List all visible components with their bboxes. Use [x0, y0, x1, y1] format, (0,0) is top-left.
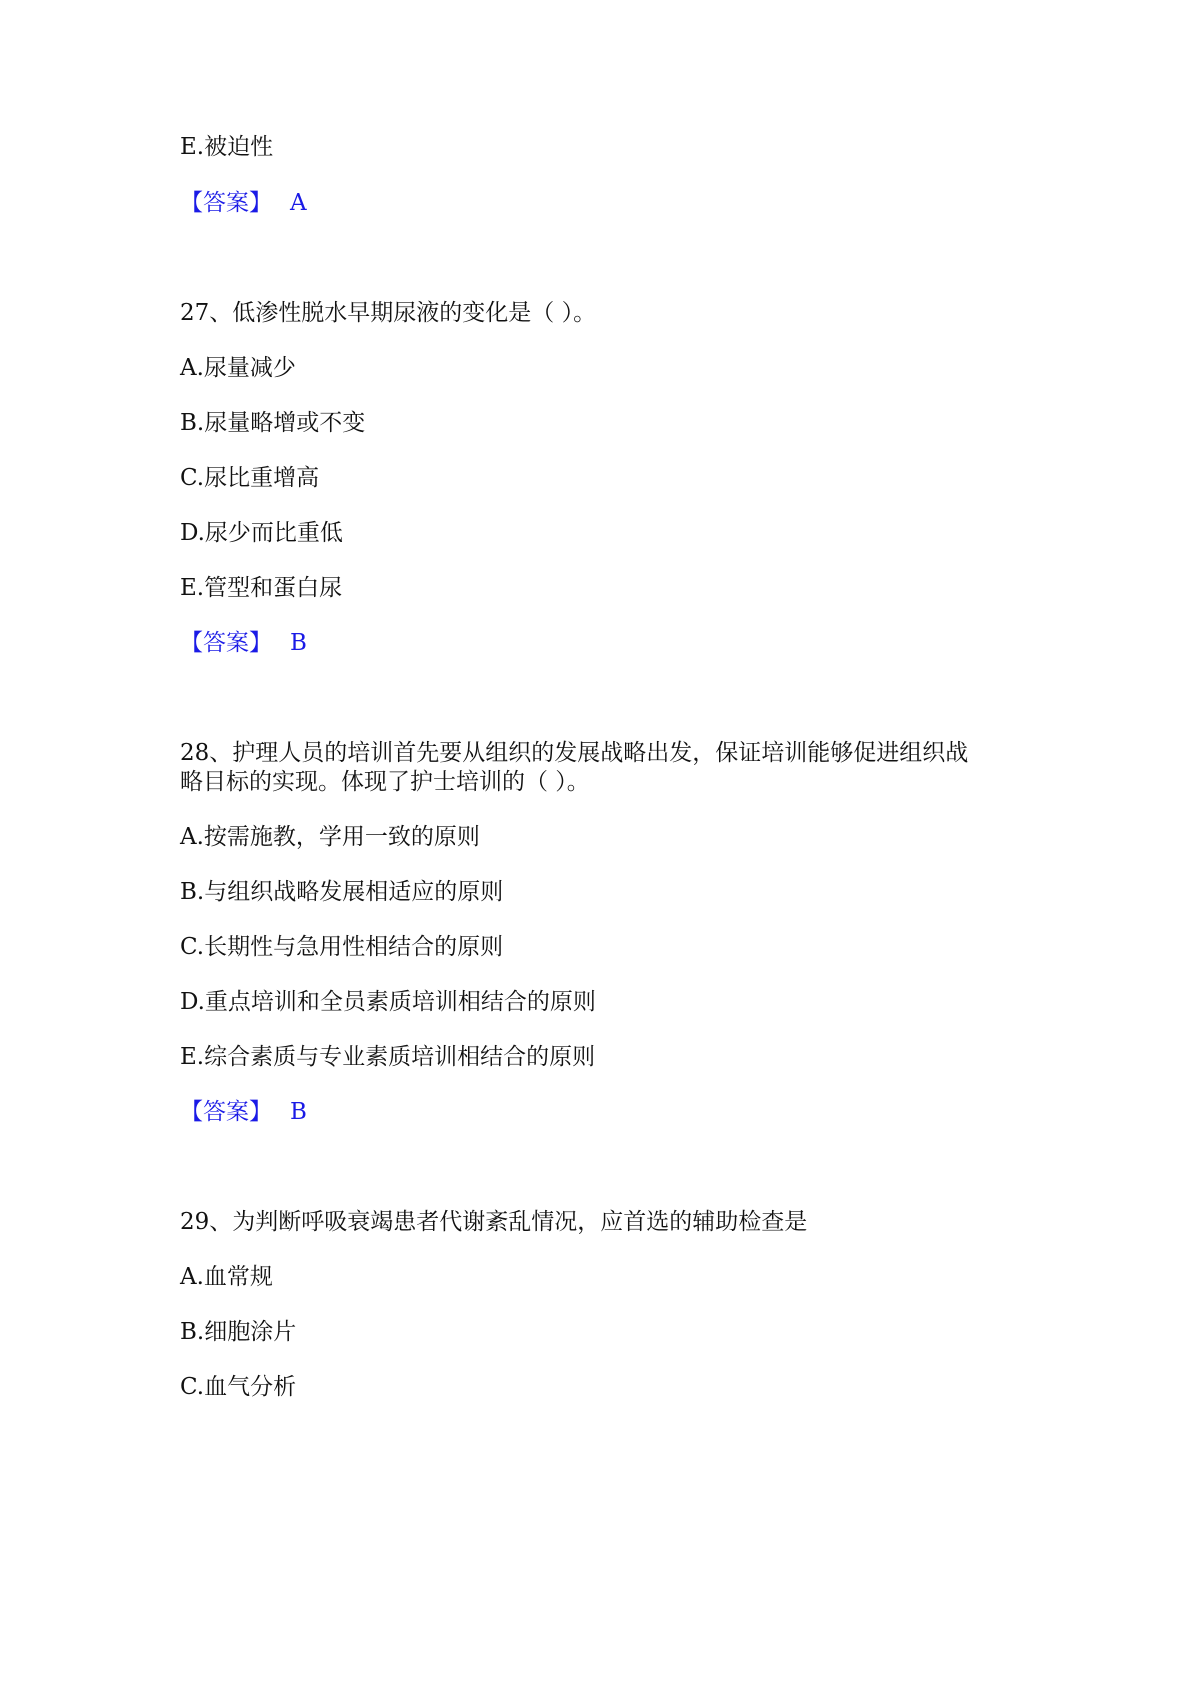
q28-option-c: C.长期性与急用性相结合的原则 [180, 934, 504, 960]
q28-option-a: A.按需施教，学用一致的原则 [180, 824, 480, 850]
answer-value: A [290, 190, 307, 216]
q27-answer [180, 628, 307, 658]
q27-option-a: A.尿量减少 [180, 355, 296, 381]
q28-answer [180, 1097, 307, 1127]
q28-option-d: D.重点培训和全员素质培训相结合的原则 [180, 989, 596, 1015]
q26-answer [180, 188, 307, 218]
q27-option-c: C.尿比重增高 [180, 465, 320, 491]
q27-option-d: D.尿少而比重低 [180, 520, 343, 546]
answer-value: B [290, 1099, 307, 1125]
q29-option-a: A.血常规 [180, 1264, 273, 1290]
q26-option-e: E.被迫性 [180, 134, 274, 160]
answer-label: 【答案】 [180, 630, 272, 656]
q29-option-c: C.血气分析 [180, 1374, 297, 1400]
q28-option-b: B.与组织战略发展相适应的原则 [180, 879, 504, 905]
q28-option-e: E.综合素质与专业素质培训相结合的原则 [180, 1044, 596, 1070]
q29-option-b: B.细胞涂片 [180, 1319, 297, 1345]
answer-value: B [290, 630, 307, 656]
q28-stem-line1: 28、护理人员的培训首先要从组织的发展战略出发，保证培训能够促进组织战 [180, 740, 969, 766]
q27-option-e: E.管型和蛋白尿 [180, 575, 343, 601]
q27-stem: 27、低渗性脱水早期尿液的变化是（ ）。 [180, 300, 597, 326]
q29-stem: 29、为判断呼吸衰竭患者代谢紊乱情况，应首选的辅助检查是 [180, 1209, 808, 1235]
q27-option-b: B.尿量略增或不变 [180, 410, 366, 436]
answer-label: 【答案】 [180, 1099, 272, 1125]
q28-stem-line2: 略目标的实现。体现了护士培训的（ ）。 [180, 769, 590, 795]
answer-label: 【答案】 [180, 190, 272, 216]
